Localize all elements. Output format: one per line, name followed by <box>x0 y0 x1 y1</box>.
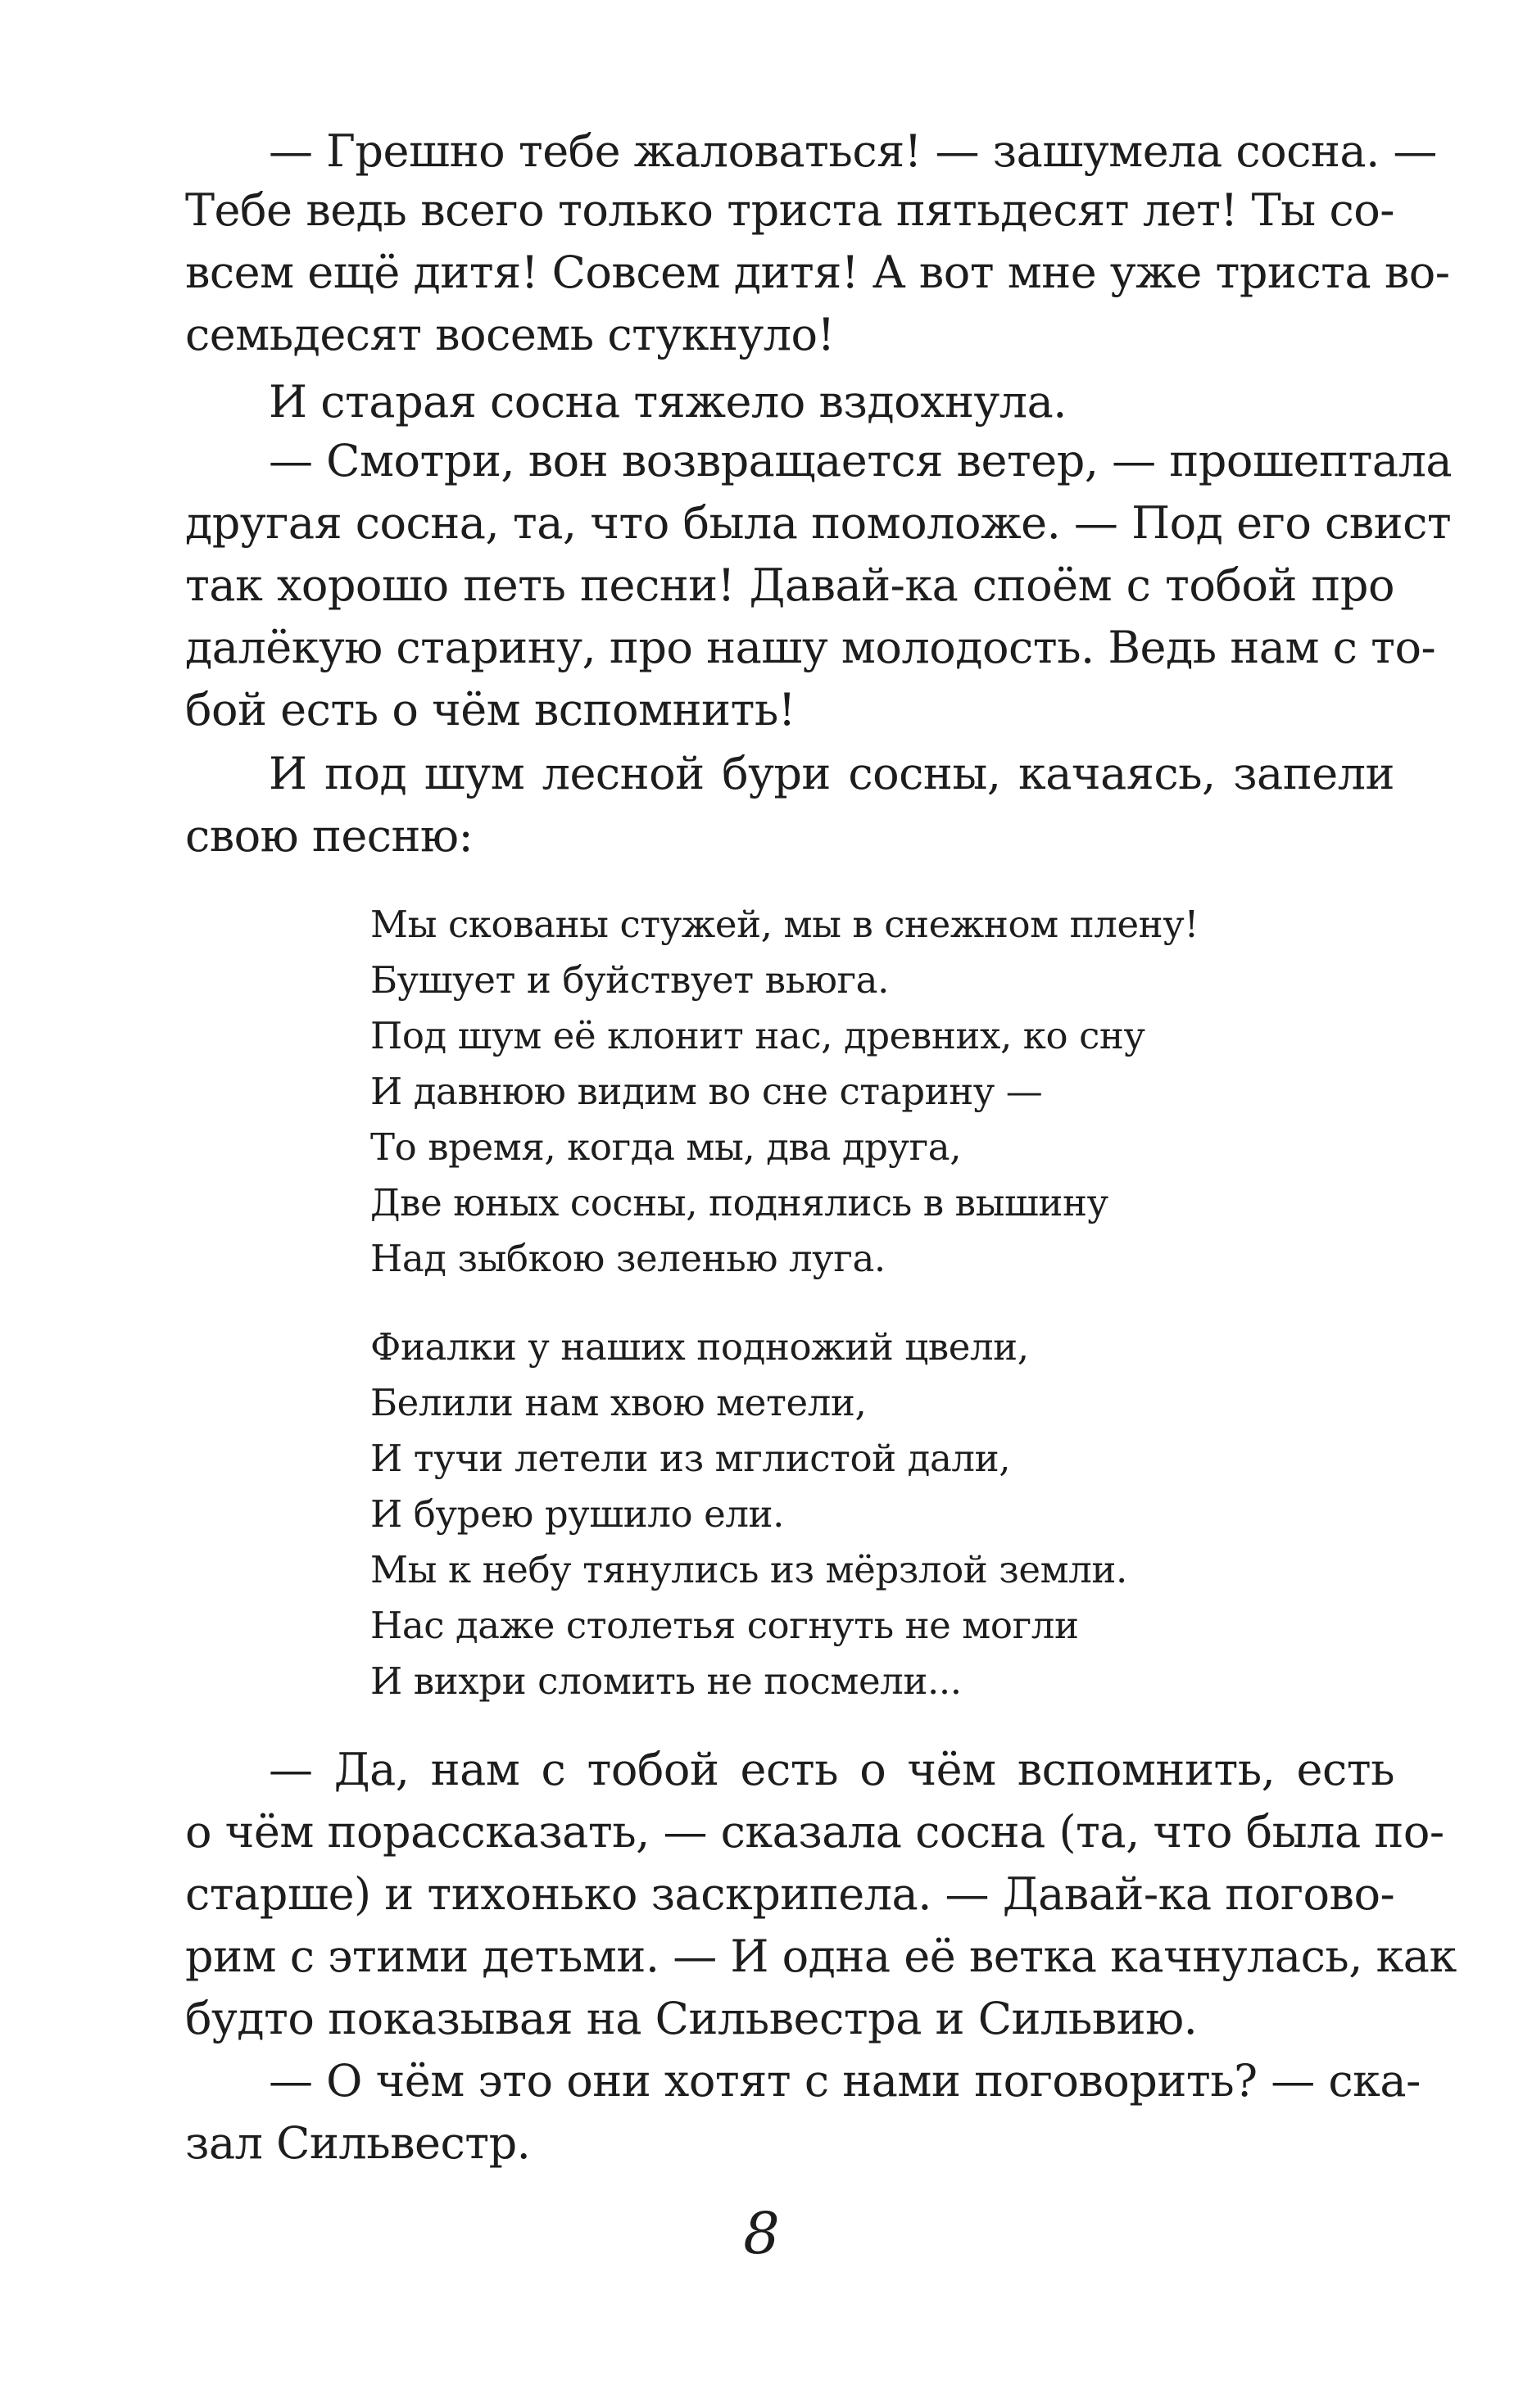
text-line: — О чём это они хотят с нами поговорить? — ска- <box>269 2055 1421 2107</box>
text-line: свою песню: <box>185 810 474 862</box>
poem-line: И тучи летели из мглистой дали, <box>370 1437 1011 1480</box>
poem-line: Бушует и буйствует вьюга. <box>370 958 890 1002</box>
text-line: — Смотри, вон возвращается ветер, — прошептала <box>269 435 1453 487</box>
poem-line: Белили нам хвою метели, <box>370 1381 867 1424</box>
poem-line: Под шум её клонит нас, древних, ко сну <box>370 1014 1145 1057</box>
poem-line: Нас даже столетья согнуть не могли <box>370 1604 1079 1647</box>
text-line: И под шум лесной бури сосны, качаясь, запели <box>269 748 1394 799</box>
poem-line: И давнюю видим во сне старину — <box>370 1070 1043 1113</box>
poem-line: Над зыбкою зеленью луга. <box>370 1237 886 1280</box>
poem-line: Мы к небу тянулись из мёрзлой земли. <box>370 1548 1127 1591</box>
text-line: рим с этими детьми. — И одна её ветка качнулась, как <box>185 1930 1457 1982</box>
poem-line: Фиалки у наших подножий цвели, <box>370 1325 1029 1369</box>
poem-line: Мы скованы стужей, мы в снежном плену! <box>370 903 1199 946</box>
text-line: другая сосна, та, что была помоложе. — Под его свист <box>185 497 1452 549</box>
text-line: — Грешно тебе жаловаться! — зашумела сосна. — <box>269 125 1437 177</box>
text-line: бой есть о чём вспомнить! <box>185 684 795 736</box>
poem-line: И вихри сломить не посмели... <box>370 1659 962 1703</box>
page-number: 8 <box>743 2200 780 2267</box>
text-line: старше) и тихонько заскрипела. — Давай-ка погово- <box>185 1868 1395 1920</box>
poem-line: То время, когда мы, два друга, <box>370 1125 962 1169</box>
poem-line: Две юных сосны, поднялись в вышину <box>370 1181 1108 1224</box>
text-line: Тебе ведь всего только триста пятьдесят лет! Ты со- <box>185 184 1394 236</box>
text-line: — Да, нам с тобой есть о чём вспомнить, есть <box>269 1744 1394 1795</box>
text-line: семьдесят восемь стукнуло! <box>185 309 835 360</box>
text-line: о чём порассказать, — сказала сосна (та, что была по- <box>185 1806 1444 1858</box>
poem-line: И бурею рушило ели. <box>370 1492 785 1536</box>
text-line: далёкую старину, про нашу молодость. Ведь нам с то- <box>185 622 1436 673</box>
text-line: зал Сильвестр. <box>185 2117 531 2169</box>
text-line: так хорошо петь песни! Давай-ка споём с тобой про <box>185 559 1394 611</box>
text-line: всем ещё дитя! Совсем дитя! А вот мне уже триста во- <box>185 247 1450 298</box>
text-line: будто показывая на Сильвестра и Сильвию. <box>185 1993 1198 2044</box>
text-line: И старая сосна тяжело вздохнула. <box>269 376 1067 428</box>
